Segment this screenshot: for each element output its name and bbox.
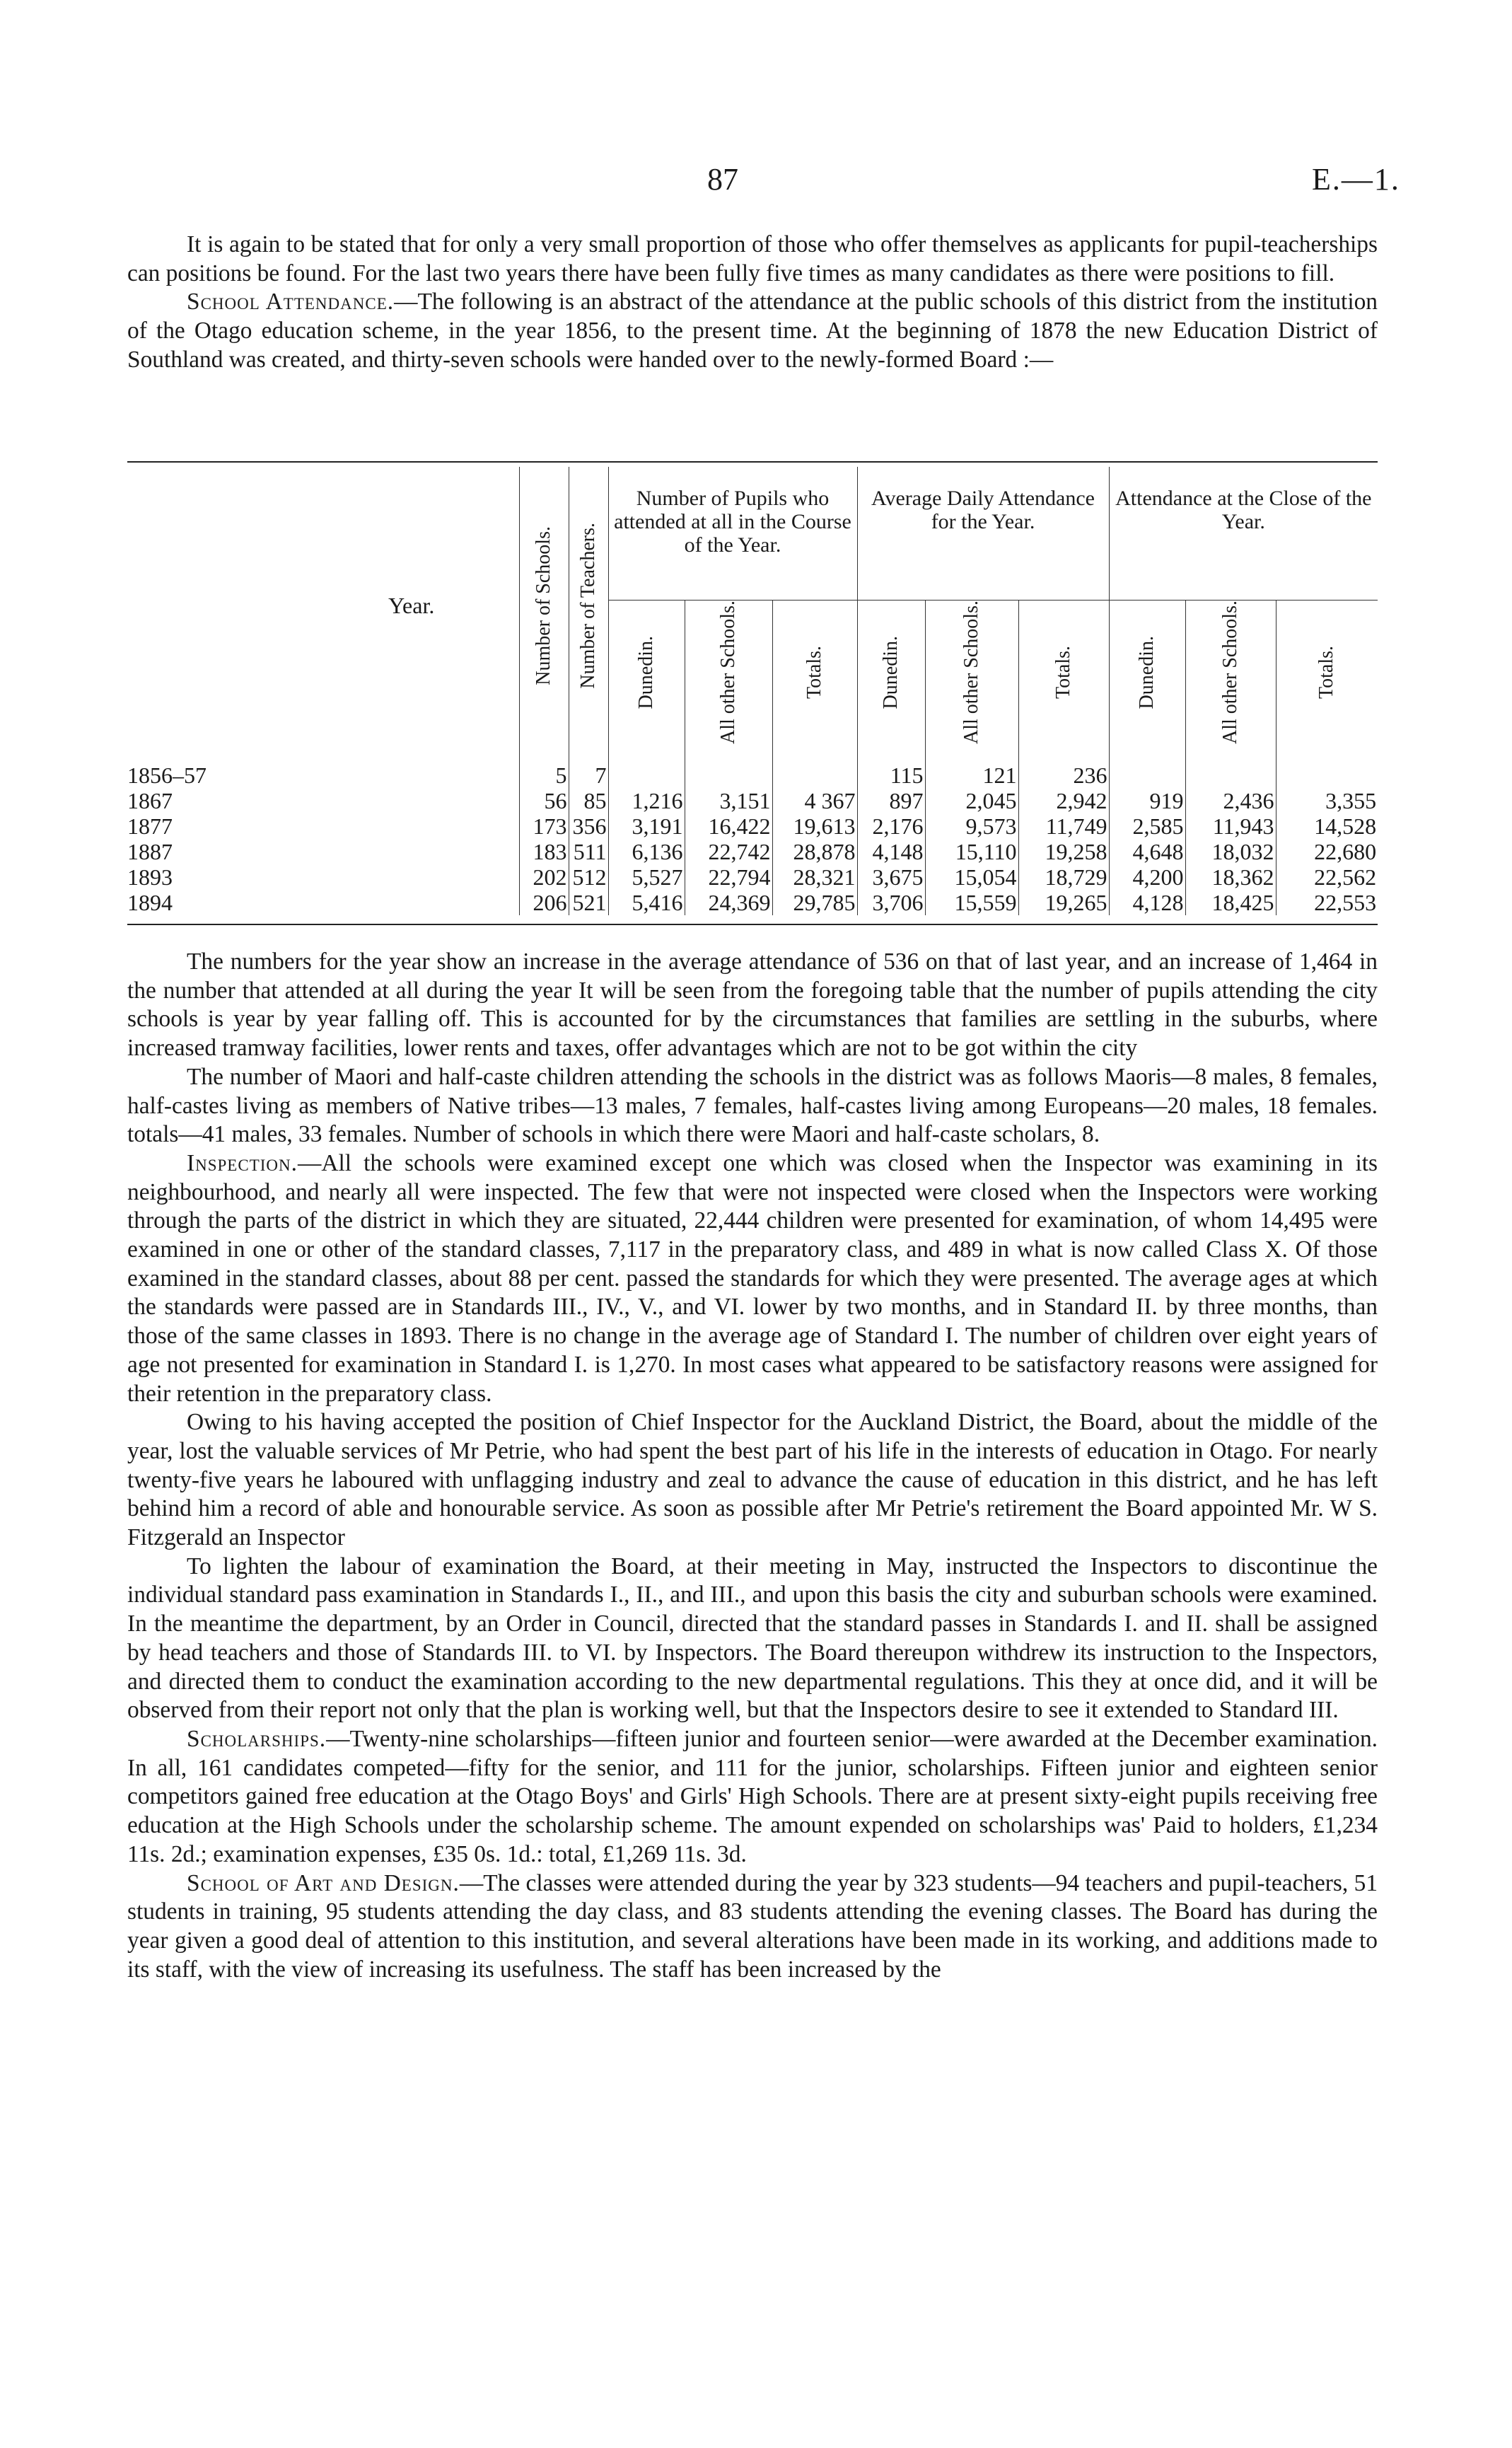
cell-p-tot: 4 367 <box>772 788 857 813</box>
cell-p-oth: 22,794 <box>685 864 772 890</box>
close-attendance-group-header: Attendance at the Close of the Year. <box>1109 467 1378 601</box>
table-row <box>127 762 1378 788</box>
cell-p-dun: 1,216 <box>608 788 685 813</box>
table-row <box>127 839 1378 864</box>
sub-header-totals: Totals. <box>772 601 857 745</box>
cell-p-oth: 3,151 <box>685 788 772 813</box>
sub-header-other: All other Schools. <box>685 601 772 745</box>
sub-header-other: All other Schools. <box>925 601 1018 745</box>
cell-c-oth: 2,436 <box>1185 788 1276 813</box>
table-spacer-row <box>127 744 1378 762</box>
cell-a-dun: 3,675 <box>857 864 925 890</box>
cell-c-oth: 18,032 <box>1185 839 1276 864</box>
cell-p-dun: 6,136 <box>608 839 685 864</box>
sub-header-dunedin: Dunedin. <box>1109 601 1185 745</box>
cell-year: 1856–57 <box>127 762 207 788</box>
cell-c-oth: 18,362 <box>1185 864 1276 890</box>
cell-p-dun: 3,191 <box>608 813 685 839</box>
cell-a-tot: 2,942 <box>1018 788 1109 813</box>
paragraph-art-design <box>127 1869 1378 1985</box>
paragraph-attendance-increase: The numbers for the year show an increase in the average attendance of 536 on that of last year, and an increase of 1,464 in the number that attended at all during the year It will be seen from the foregoing table that the number of pupils attending the city schools is year by year falling off. This is accounted for by the circumstances that families are settling in the suburbs, where increased tramway facilities, lower rents and taxes, offer advantages which are not to be got within the city <box>127 949 1378 1062</box>
inspection-text: —All the schools were examined except one which was closed when the Inspector was examining in its neighbourhood, and nearly all were inspected. The few that were not inspected were closed when the Inspectors were working through the parts of the district in which they are situated, 22,444 children were presented for examination, of whom 14,495 were examined in one or other of the standard classes, 7,117 in the preparatory class, and 489 in what is now called Class X. Of those examined in the standard classes, about 88 per cent. passed the standards for which they were presented. The average ages at which the standards were passed are in Standards III., IV., V., and VI. lower by two months, and in Standard II. by three months, than those of the same classes in 1893. There is no change in the average age of Standard I. The number of children over eight years of age not presented for examination in Standard I. is 1,270. In most cases what appeared to be satisfactory reasons were assigned for their retention in the preparatory class. <box>127 1149 1378 1407</box>
attendance-table-body <box>127 744 1378 915</box>
cell-teachers: 356 <box>569 813 608 839</box>
paragraph-inspection <box>127 1149 1378 1408</box>
sub-header-dunedin: Dunedin. <box>608 601 685 745</box>
heading-inspection: Inspection. <box>187 1149 298 1176</box>
table-bottom-rule <box>127 924 1378 925</box>
cell-p-dun: 5,527 <box>608 864 685 890</box>
cell-year: 1894 <box>127 890 173 915</box>
cell-year: 1877 <box>127 813 173 839</box>
cell-schools: 173 <box>519 813 569 839</box>
cell-c-tot: 22,562 <box>1276 864 1378 890</box>
cell-teachers: 511 <box>569 839 608 864</box>
art-design-text: —The classes were attended during the year by 323 students—94 teachers and pupil-teachers, 51 students in training, 95 students attending the day class, and 83 students attending the evening classes. The Board has during the year given a good deal of attention to this institution, and several alterations have been made in its working, and additions made to its staff, with the view of increasing its usefulness. The staff has been increased by the <box>127 1869 1378 1983</box>
paragraph-scholarships <box>127 1725 1378 1869</box>
cell-c-dun: 4,128 <box>1109 890 1185 915</box>
paragraph-chief-inspector: Owing to his having accepted the position of Chief Inspector for the Auckland District, the Board, about the middle of the year, lost the valuable services of Mr Petrie, who had spent the best part of his life in the interests of education in Otago. For nearly twenty-five years he laboured with unflagging industry and zeal to advance the cause of education in this district, and he has left behind him a record of able and honourable service. As soon as possible after Mr Petrie's retirement the Board appointed Mr. W S. Fitzgerald an Inspector <box>127 1409 1378 1551</box>
cell-teachers: 85 <box>569 788 608 813</box>
year-column-header: Year. <box>388 593 435 618</box>
paragraph-pupil-teacherships: It is again to be stated that for only a very small proportion of those who offer themselves as applicants for pupil-teacherships can positions be found. For the last two years there have been fully five times as many candidates as there were positions to fill. <box>127 231 1378 286</box>
cell-year: 1893 <box>127 864 173 890</box>
cell-schools: 206 <box>519 890 569 915</box>
cell-a-oth: 2,045 <box>925 788 1018 813</box>
sub-header-dunedin: Dunedin. <box>857 601 925 745</box>
cell-c-dun: 2,585 <box>1109 813 1185 839</box>
cell-schools: 202 <box>519 864 569 890</box>
cell-a-tot: 19,258 <box>1018 839 1109 864</box>
cell-teachers: 7 <box>569 762 608 788</box>
cell-schools: 183 <box>519 839 569 864</box>
cell-p-oth: 24,369 <box>685 890 772 915</box>
sub-header-totals: Totals. <box>1018 601 1109 745</box>
cell-p-tot <box>772 762 857 788</box>
cell-a-oth: 9,573 <box>925 813 1018 839</box>
table-row <box>127 890 1378 915</box>
cell-c-oth <box>1185 762 1276 788</box>
cell-a-dun: 115 <box>857 762 925 788</box>
cell-a-tot: 19,265 <box>1018 890 1109 915</box>
cell-teachers: 521 <box>569 890 608 915</box>
cell-c-dun: 919 <box>1109 788 1185 813</box>
cell-a-oth: 121 <box>925 762 1018 788</box>
schools-column-header: Number of Schools. <box>519 467 569 744</box>
cell-a-dun: 2,176 <box>857 813 925 839</box>
heading-school-attendance: School Attendance. <box>187 289 395 315</box>
cell-a-tot: 18,729 <box>1018 864 1109 890</box>
cell-p-dun: 5,416 <box>608 890 685 915</box>
teachers-column-header: Number of Teachers. <box>569 467 608 744</box>
report-reference: E.—1. <box>1312 162 1400 197</box>
cell-p-oth <box>685 762 772 788</box>
paragraph-maori-children: The number of Maori and half-caste children attending the schools in the district was as follows Maoris—8 males, 8 females, half-castes living as members of Native tribes—13 males, 7 females, half-castes living among Europeans—20 males, 18 females. totals—41 males, 33 females. Number of schools in which there were Maori and half-caste scholars, 8. <box>127 1063 1378 1148</box>
cell-a-dun: 897 <box>857 788 925 813</box>
cell-a-oth: 15,559 <box>925 890 1018 915</box>
cell-p-oth: 22,742 <box>685 839 772 864</box>
sub-header-totals: Totals. <box>1276 601 1378 745</box>
cell-a-tot: 11,749 <box>1018 813 1109 839</box>
scholarships-text: —Twenty-nine scholarships—fifteen junior and fourteen senior—were awarded at the December examination. In all, 161 candidates competed—fifty for the senior, and 111 for the junior, scholarships. Fifteen junior and eighteen senior competitors gained free education at the Otago Boys' and Girls' High Schools. There are at present sixty-eight pupils receiving free education at the High Schools under the scholarship scheme. The amount expended on scholarships was' Paid to holders, £1,234 11s. 2d.; examination expenses, £35 0s. 1d.: total, £1,269 11s. 3d. <box>127 1725 1378 1867</box>
cell-p-tot: 19,613 <box>772 813 857 839</box>
attendance-table <box>127 467 1378 915</box>
cell-c-tot: 22,680 <box>1276 839 1378 864</box>
cell-schools: 5 <box>519 762 569 788</box>
cell-p-tot: 28,321 <box>772 864 857 890</box>
cell-c-dun: 4,200 <box>1109 864 1185 890</box>
cell-c-tot: 3,355 <box>1276 788 1378 813</box>
average-attendance-group-header: Average Daily Attendance for the Year. <box>857 467 1109 601</box>
intro-section <box>127 231 1378 375</box>
heading-art-design: School of Art and Design. <box>187 1869 460 1896</box>
cell-teachers: 512 <box>569 864 608 890</box>
pupils-attended-group-header: Number of Pupils who attended at all in the Course of the Year. <box>608 467 857 601</box>
cell-a-oth: 15,054 <box>925 864 1018 890</box>
paragraph-school-attendance <box>127 288 1378 374</box>
cell-a-oth: 15,110 <box>925 839 1018 864</box>
cell-p-tot: 28,878 <box>772 839 857 864</box>
cell-schools: 56 <box>519 788 569 813</box>
table-top-rule <box>127 461 1378 463</box>
cell-year: 1887 <box>127 839 173 864</box>
cell-year: 1867 <box>127 788 173 813</box>
cell-a-dun: 3,706 <box>857 890 925 915</box>
paragraph-examination-labour: To lighten the labour of examination the Board, at their meeting in May, instructed the Inspectors to discontinue the individual standard pass examination in Standards I., II., and III., and upon this basis the city and suburban schools were examined. In the meantime the department, by an Order in Council, directed that the standard passes in Standards I. and II. shall be assigned by head teachers and those of Standards III. to VI. by Inspectors. The Board thereupon withdrew its instruction to the Inspectors, and directed them to conduct the examination according to the new departmental regulations. This they at once did, and it will be observed from their report not only that the plan is working well, but that the Inspectors desire to see it extended to Standard III. <box>127 1553 1378 1724</box>
school-attendance-text: —The following is an abstract of the attendance at the public schools of this district from the institution of the Otago education scheme, in the year 1856, to the present time. At the beginning of 1878 the new Education District of Southland was created, and thirty-seven schools were handed over to the newly-formed Board :— <box>127 289 1378 373</box>
cell-c-dun <box>1109 762 1185 788</box>
cell-c-tot: 14,528 <box>1276 813 1378 839</box>
cell-c-oth: 11,943 <box>1185 813 1276 839</box>
report-body <box>127 948 1378 1984</box>
table-row <box>127 788 1378 813</box>
page-number: 87 <box>707 162 738 197</box>
cell-a-dun: 4,148 <box>857 839 925 864</box>
table-row <box>127 864 1378 890</box>
table-row <box>127 813 1378 839</box>
heading-scholarships: Scholarships. <box>187 1725 327 1752</box>
cell-a-tot: 236 <box>1018 762 1109 788</box>
cell-c-tot <box>1276 762 1378 788</box>
cell-c-dun: 4,648 <box>1109 839 1185 864</box>
sub-header-other: All other Schools. <box>1185 601 1276 745</box>
cell-c-tot: 22,553 <box>1276 890 1378 915</box>
cell-p-tot: 29,785 <box>772 890 857 915</box>
cell-p-oth: 16,422 <box>685 813 772 839</box>
cell-c-oth: 18,425 <box>1185 890 1276 915</box>
cell-p-dun <box>608 762 685 788</box>
